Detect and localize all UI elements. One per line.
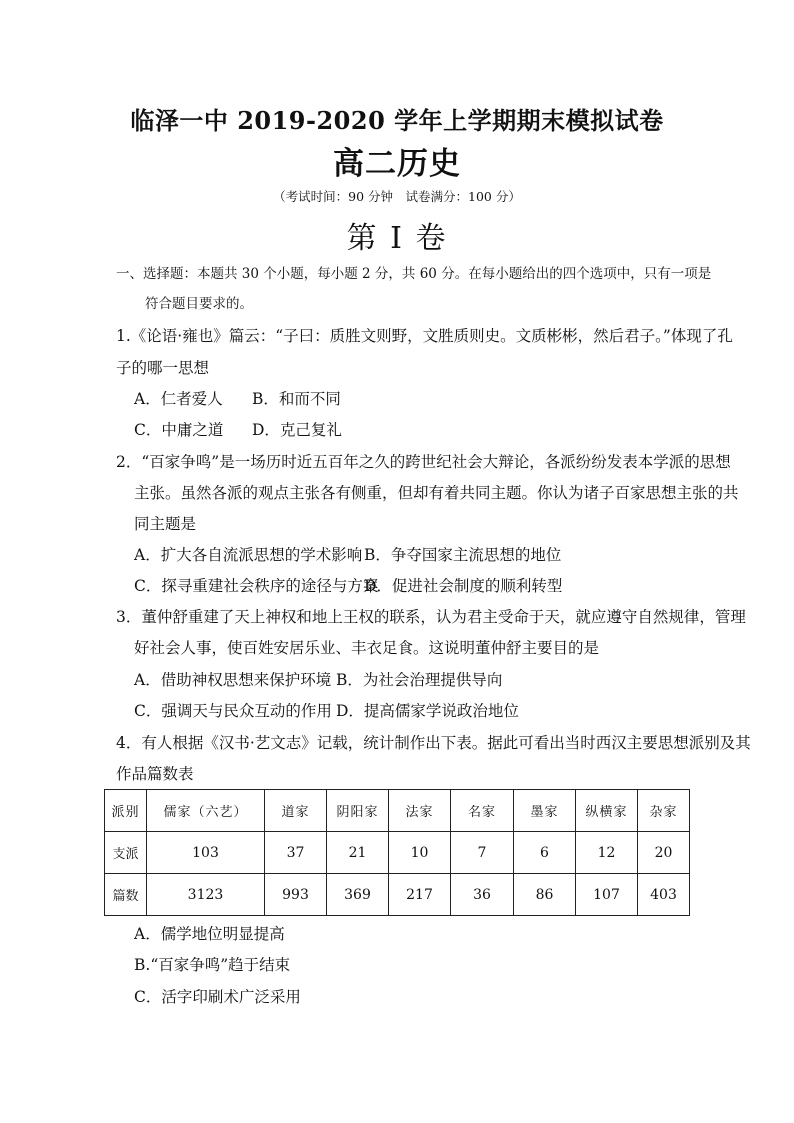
table-cell: 20 [638, 832, 690, 874]
table-cell: 3123 [147, 874, 265, 916]
table-cell: 7 [451, 832, 514, 874]
table-header-cell: 派别 [105, 790, 147, 832]
question-3-line-1: 3．董仲舒重建了天上神权和地上王权的联系，认为君主受命于天，就应遵守自然规律，管理 [116, 608, 746, 626]
table-header-cell: 名家 [451, 790, 514, 832]
question-4-option-c: C．活字印刷术广泛采用 [134, 988, 301, 1006]
table-header-cell: 儒家（六艺） [147, 790, 265, 832]
table-cell: 403 [638, 874, 690, 916]
question-3-line-2: 好社会人事，使百姓安居乐业、丰衣足食。这说明董仲舒主要目的是 [134, 639, 600, 657]
question-4-option-b: B.“百家争鸣”趋于结束 [134, 956, 291, 974]
table-cell: 217 [389, 874, 451, 916]
table-header-cell: 杂家 [638, 790, 690, 832]
table-cell: 993 [265, 874, 327, 916]
table-header-cell: 法家 [389, 790, 451, 832]
table-header-cell: 墨家 [514, 790, 576, 832]
table-cell: 86 [514, 874, 576, 916]
table-row [105, 832, 690, 874]
table-header-cell: 纵横家 [576, 790, 638, 832]
table-cell: 12 [576, 832, 638, 874]
question-1-line-1: 1.《论语·雍也》篇云：“子曰：质胜文则野，文胜质则史。文质彬彬，然后君子。”体现了孔 [116, 327, 733, 345]
table-cell: 21 [327, 832, 389, 874]
table-cell: 36 [451, 874, 514, 916]
question-4-line-2: 作品篇数表 [116, 765, 194, 783]
table-header-cell: 道家 [265, 790, 327, 832]
section-instruction-line2: 符合题目要求的。 [145, 296, 253, 312]
question-2-line-2: 主张。虽然各派的观点主张各有侧重，但却有着共同主题。你认为诸子百家思想主张的共 [134, 484, 739, 502]
question-1-option-d: D．克己复礼 [252, 421, 342, 439]
table-row [105, 874, 690, 916]
question-3-option-a: A．借助神权思想来保护环境 [134, 671, 332, 689]
question-2-option-a: A．扩大各自流派思想的学术影响 [134, 546, 363, 564]
question-2-option-b: B．争夺国家主流思想的地位 [364, 546, 562, 564]
question-1-option-a: A．仁者爱人 [134, 390, 223, 408]
question-3-option-c: C．强调天与民众互动的作用 [134, 702, 332, 720]
volume-title: 第 I 卷 [346, 221, 448, 256]
question-4-option-a: A．儒学地位明显提高 [134, 925, 285, 943]
table-cell: 103 [147, 832, 265, 874]
table-cell: 篇数 [105, 874, 147, 916]
table-cell: 369 [327, 874, 389, 916]
question-1-option-b: B．和而不同 [252, 390, 341, 408]
question-2-option-c: C．探寻重建社会秩序的途径与方案 [134, 577, 379, 595]
table-header-cell: 阴阳家 [327, 790, 389, 832]
table-cell: 37 [265, 832, 327, 874]
question-3-option-d: D．提高儒家学说政治地位 [336, 702, 519, 720]
table-cell: 107 [576, 874, 638, 916]
question-2-line-3: 同主题是 [134, 515, 197, 533]
question-2-option-d: D．促进社会制度的顺利转型 [364, 577, 563, 595]
question-3-option-b: B．为社会治理提供导向 [336, 671, 503, 689]
question-2-line-1: 2．“百家争鸣”是一场历时近五百年之久的跨世纪社会大辩论，各派纷纷发表本学派的思想 [116, 453, 731, 471]
table-cell: 10 [389, 832, 451, 874]
question-1-option-c: C．中庸之道 [134, 421, 224, 439]
table-header-row [105, 790, 690, 832]
exam-info: （考试时间：90 分钟 试卷满分：100 分） [273, 189, 521, 204]
school-title: 临泽一中 2019-2020 学年上学期期末模拟试卷 [130, 106, 664, 135]
subject-title: 高二历史 [333, 146, 461, 182]
section-instruction-line1: 一、选择题：本题共 30 个小题，每小题 2 分，共 60 分。在每小题给出的四个选项中，只有一项是 [116, 266, 712, 282]
question-4-line-1: 4．有人根据《汉书·艺文志》记载，统计制作出下表。据此可看出当时西汉主要思想派别及其 [116, 734, 751, 752]
schools-works-table [104, 789, 690, 916]
table-cell: 6 [514, 832, 576, 874]
question-1-line-2: 子的哪一思想 [116, 359, 210, 377]
table-cell: 支派 [105, 832, 147, 874]
